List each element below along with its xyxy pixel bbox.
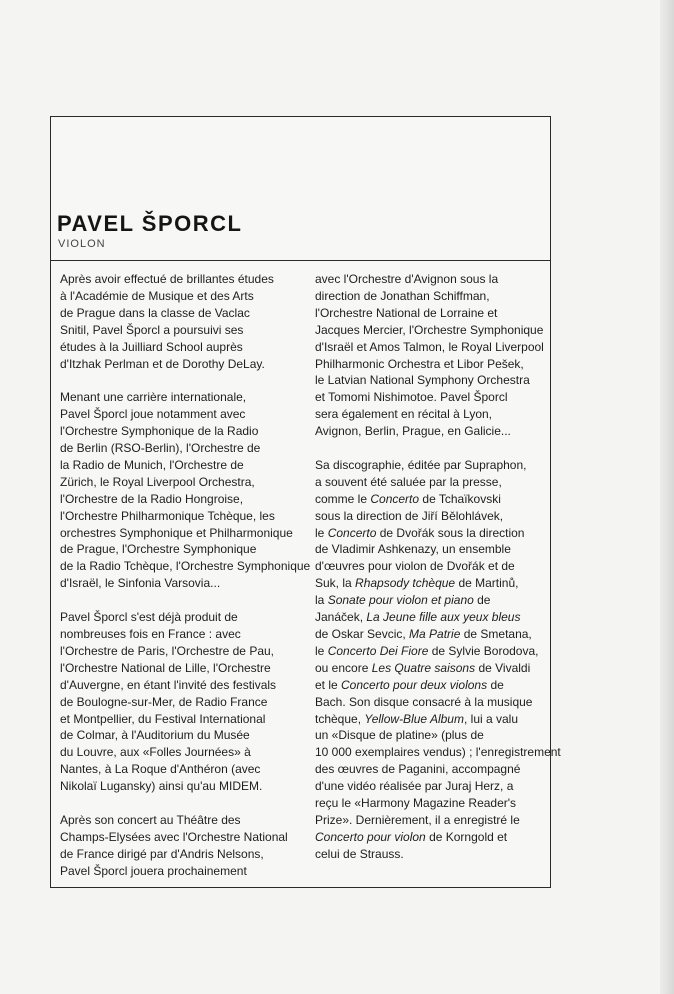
text-line (315, 558, 547, 575)
italic-title: Sonate pour violon et piano (327, 593, 474, 608)
text-segment: tchèque, (315, 711, 365, 726)
text-line: de Colmar, à l'Auditorium du Musée (60, 728, 250, 743)
text-segment: ou encore (315, 660, 372, 675)
text-segment: reçu le «Harmony Magazine Reader's (315, 796, 517, 811)
italic-title: Les Quatre saisons (371, 660, 476, 675)
text-segment: le Latvian National Symphony Orchestra (315, 373, 530, 388)
text-line: l'Orchestre Symphonique de la Radio (60, 424, 259, 439)
text-segment: Bach. Son disque consacré à la musique (315, 694, 533, 709)
text-segment: de Vivaldi (475, 660, 531, 675)
text-line: d'Auvergne, en étant l'invité des festivals (60, 677, 277, 692)
text-line: études à la Juilliard School auprès (60, 339, 243, 354)
page-edge (660, 0, 674, 994)
text-line (315, 795, 547, 812)
text-line (315, 372, 547, 389)
text-line (315, 846, 547, 863)
text-line (315, 491, 547, 508)
text-line: Nikolaï Lugansky) ainsi qu'au MIDEM. (60, 779, 263, 794)
text-line: et Montpellier, du Festival International (60, 711, 266, 726)
text-line: d'Itzhak Perlman et de Dorothy DeLay. (60, 356, 265, 371)
text-segment: sera également en récital à Lyon, (315, 407, 492, 422)
text-line (315, 812, 547, 829)
text-line (315, 592, 547, 609)
text-segment: d'œuvres pour violon de Dvořák et de (315, 559, 515, 574)
text-segment: , lui a valu (463, 711, 519, 726)
text-segment: de Tchaïkovski (419, 491, 501, 506)
text-segment: de (487, 677, 504, 692)
text-line (315, 744, 561, 761)
text-line (315, 761, 547, 778)
text-line: l'Orchestre de la Radio Hongroise, (60, 491, 244, 506)
left-paragraph (60, 389, 311, 592)
text-line: du Louvre, aux «Folles Journées» à (60, 745, 251, 760)
text-segment: avec l'Orchestre d'Avignon sous la (315, 272, 499, 286)
text-line (315, 609, 547, 626)
left-paragraph (60, 812, 292, 880)
left-column (60, 271, 311, 880)
text-line (315, 541, 547, 558)
text-line: à l'Académie de Musique et des Arts (60, 288, 254, 303)
artist-instrument: VIOLON (58, 238, 106, 250)
text-line: l'Orchestre National de Lille, l'Orchestre (60, 660, 271, 675)
text-line (315, 305, 547, 322)
text-segment: 10 000 exemplaires vendus) ; l'enregistrement (315, 745, 561, 760)
text-segment: de Sylvie Borodova, (428, 643, 539, 658)
text-segment: celui de Strauss. (315, 846, 404, 861)
text-line: Menant une carrière internationale, (60, 390, 247, 405)
text-segment: d'une vidéo réalisée par Juraj Herz, a (315, 779, 514, 794)
text-segment: Janáček, (315, 610, 367, 625)
text-segment: de Martinů, (455, 576, 519, 591)
text-line: Après son concert au Théâtre des (60, 812, 241, 827)
italic-title: Concerto (370, 491, 420, 506)
right-paragraph (315, 457, 561, 863)
italic-title: Concerto (327, 525, 377, 540)
text-line (315, 677, 547, 694)
text-line (315, 694, 547, 711)
right-paragraph (315, 271, 547, 440)
text-line: Champs-Elysées avec l'Orchestre National (60, 829, 288, 844)
italic-title: Rhapsody tchèque (355, 576, 456, 591)
text-segment: Jacques Mercier, l'Orchestre Symphonique (315, 322, 544, 337)
text-line: de France dirigé par d'Andris Nelsons, (60, 846, 264, 861)
text-line (315, 457, 547, 474)
text-segment: direction de Jonathan Schiffman, (315, 288, 490, 303)
text-segment: sous la direction de Jiří Bělohlávek, (315, 508, 504, 523)
text-line (315, 339, 547, 356)
text-segment: de Vladimir Ashkenazy, un ensemble (315, 542, 511, 557)
text-line: Pavel Šporcl joue notamment avec (60, 407, 246, 422)
text-line: de Prague, l'Orchestre Symphonique (60, 542, 257, 557)
text-line (315, 288, 547, 305)
text-segment: et le (315, 677, 342, 692)
text-line (315, 423, 547, 440)
text-segment: le (315, 643, 328, 658)
text-line (315, 626, 547, 643)
text-line: de Boulogne-sur-Mer, de Radio France (60, 694, 268, 709)
text-segment: de Dvořák sous la direction (376, 525, 525, 540)
text-line: de Berlin (RSO-Berlin), l'Orchestre de (60, 441, 261, 456)
text-segment: Philharmonic Orchestra et Libor Pešek, (315, 356, 524, 371)
text-line (315, 474, 547, 491)
text-line: Après avoir effectué de brillantes études (60, 272, 274, 286)
text-segment: de Korngold et (425, 829, 508, 844)
text-segment: la (315, 593, 328, 608)
italic-title: Yellow-Blue Album (364, 711, 464, 726)
text-segment: comme le (315, 491, 371, 506)
italic-title: Concerto pour violon (315, 829, 426, 844)
text-line: la Radio de Munich, l'Orchestre de (60, 457, 244, 472)
text-line: l'Orchestre Philharmonique Tchèque, les (60, 508, 275, 523)
text-line (315, 322, 547, 339)
text-segment: Prize». Dernièrement, il a enregistré le (315, 812, 520, 827)
text-line (315, 660, 547, 677)
italic-title: La Jeune fille aux yeux bleus (366, 610, 521, 625)
text-segment: le (315, 525, 328, 540)
text-line (315, 271, 547, 288)
artist-name: PAVEL ŠPORCL (57, 211, 243, 236)
text-line: l'Orchestre de Paris, l'Orchestre de Pau, (60, 643, 275, 658)
text-segment: l'Orchestre National de Lorraine et (315, 305, 498, 320)
text-line (315, 711, 547, 728)
text-line: Zürich, le Royal Liverpool Orchestra, (60, 474, 255, 489)
right-column (315, 271, 561, 863)
left-paragraph (60, 271, 292, 372)
text-segment: Avignon, Berlin, Prague, en Galicie... (315, 424, 511, 439)
text-segment: des œuvres de Paganini, accompagné (315, 762, 521, 777)
text-segment: de Smetana, (460, 627, 532, 642)
header-box (51, 117, 550, 261)
text-line: d'Israël, le Sinfonia Varsovia... (60, 576, 221, 591)
text-line: Snitil, Pavel Šporcl a poursuivi ses (60, 322, 244, 337)
left-paragraph (60, 609, 292, 795)
text-segment: de (473, 593, 491, 608)
text-line: Pavel Šporcl jouera prochainement (60, 863, 247, 878)
text-segment: d'Israël et Amos Talmon, le Royal Liverpool (315, 339, 544, 354)
text-line (315, 356, 547, 373)
biography-frame (50, 116, 561, 888)
text-segment: un «Disque de platine» (plus de (315, 728, 484, 743)
text-line (315, 389, 547, 406)
text-segment: Sa discographie, éditée par Supraphon, (315, 457, 527, 472)
text-line: de la Radio Tchèque, l'Orchestre Symphonique (60, 559, 311, 574)
text-line (315, 406, 547, 423)
text-line: Pavel Šporcl s'est déjà produit de (60, 610, 238, 625)
text-segment: a souvent été saluée par la presse, (315, 474, 502, 489)
text-segment: Suk, la (315, 576, 356, 591)
text-line: Nantes, à La Roque d'Anthéron (avec (60, 762, 261, 777)
text-line (315, 778, 547, 795)
italic-title: Ma Patrie (409, 627, 461, 642)
text-segment: et Tomomi Nishimotoe. Pavel Šporcl (315, 390, 508, 405)
text-line (315, 575, 547, 592)
text-line (315, 727, 547, 744)
text-line (315, 508, 547, 525)
text-line (315, 643, 547, 660)
text-line: nombreuses fois en France : avec (60, 627, 241, 641)
text-line (315, 829, 547, 846)
text-line (315, 525, 547, 542)
text-line: de Prague dans la classe de Vaclac (60, 305, 250, 320)
italic-title: Concerto pour deux violons (341, 677, 488, 692)
text-segment: de Oskar Sevcic, (315, 627, 410, 642)
text-line: orchestres Symphonique et Philharmonique (60, 525, 293, 540)
italic-title: Concerto Dei Fiore (327, 643, 429, 658)
